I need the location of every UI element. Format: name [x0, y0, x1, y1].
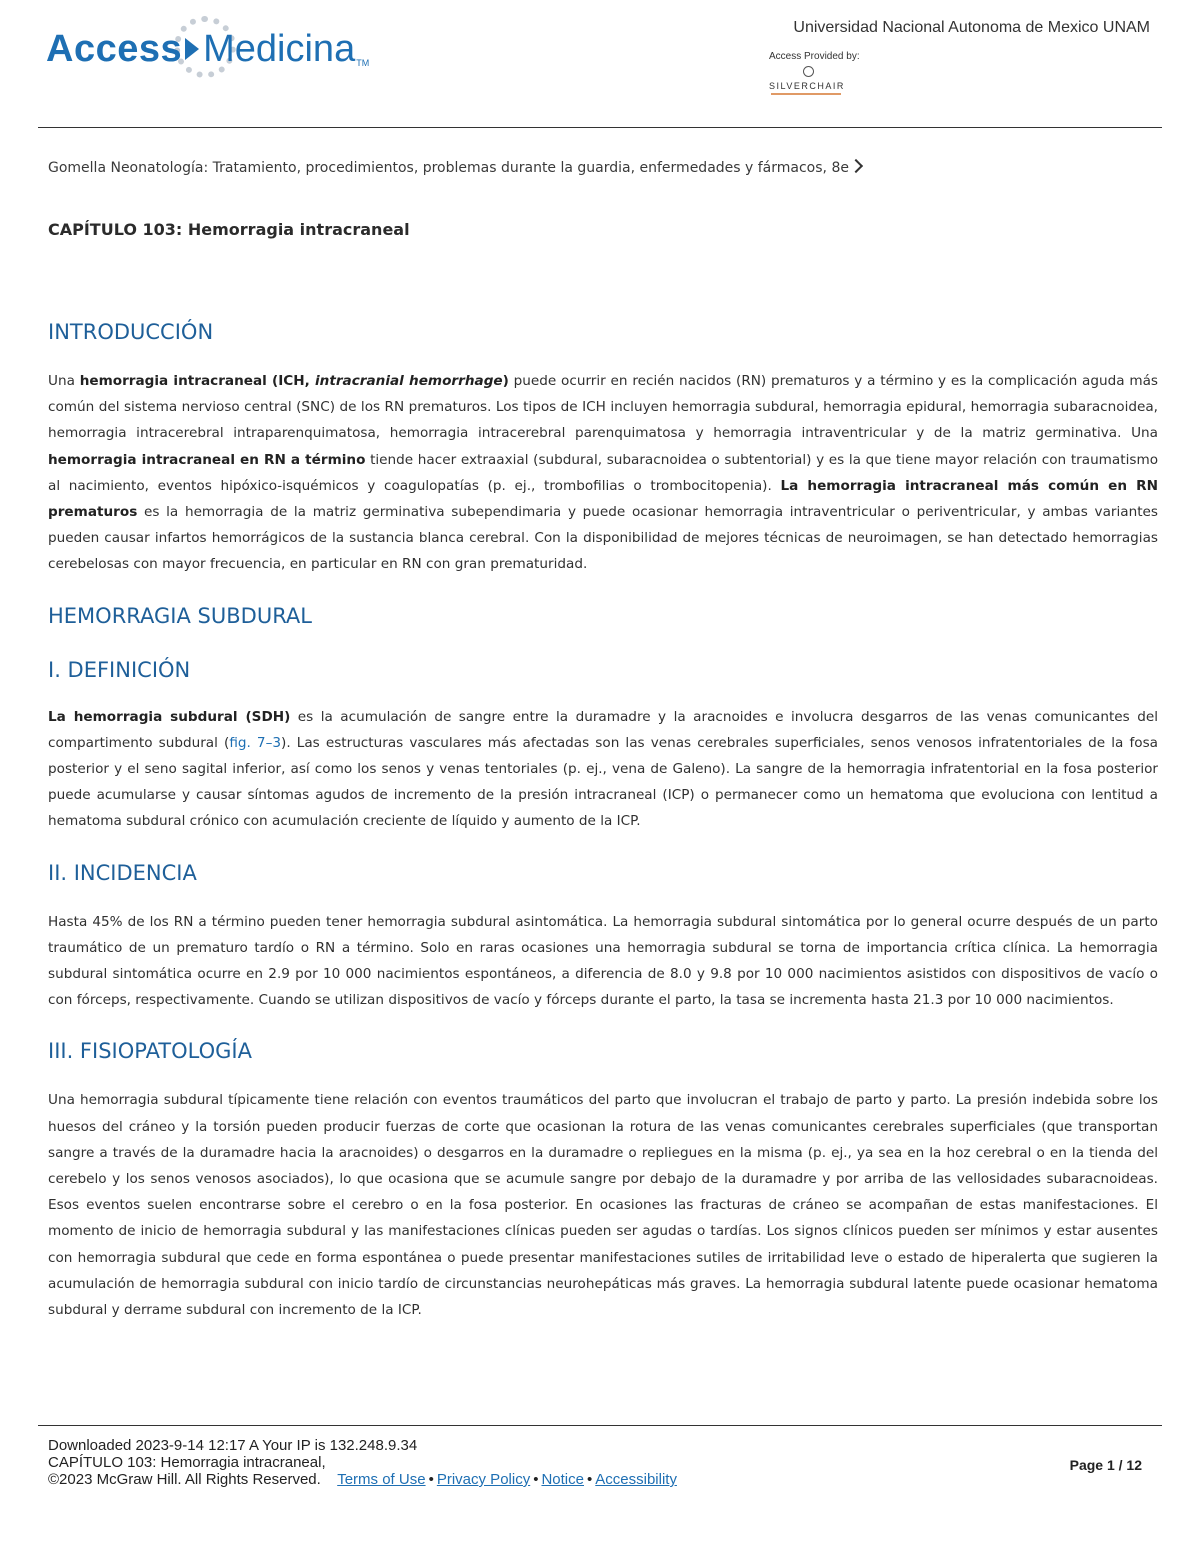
text-run: )	[502, 373, 509, 389]
access-provided-by: Access Provided by:	[769, 51, 860, 62]
page-footer	[48, 1437, 677, 1488]
logo-medicina-text: Medicina	[203, 27, 356, 70]
section-heading: III. FISIOPATOLOGÍA	[48, 1039, 252, 1064]
section-heading: HEMORRAGIA SUBDURAL	[48, 603, 312, 628]
notice-link[interactable]: Notice	[541, 1471, 584, 1488]
page-number: Page 1 / 12	[1069, 1457, 1142, 1473]
accessibility-link[interactable]: Accessibility	[595, 1471, 677, 1488]
section-introduccion	[48, 316, 1158, 578]
separator: •	[533, 1471, 539, 1488]
italic-run: intracranial hemorrhage	[315, 373, 503, 389]
section-heading: I. DEFINICIÓN	[48, 657, 191, 682]
section-fisiopatologia	[48, 1035, 1158, 1323]
logo-arrow-icon	[185, 38, 199, 60]
bold-run	[80, 373, 509, 389]
footer-legal-line	[48, 1471, 677, 1488]
text-run: Una	[48, 373, 80, 389]
section-heading: INTRODUCCIÓN	[48, 320, 214, 344]
silverchair-icon	[803, 66, 814, 77]
header-divider	[38, 127, 1162, 128]
terms-of-use-link[interactable]: Terms of Use	[337, 1471, 426, 1488]
text-run: tiende hacer extraaxial (subdural, subaracnoidea o subtentorial) y es la que tiene mayor relación con traumatismo al nacimiento, eventos hipóxico-isquémicos y coagulopatías (p. ej., trombofilias o trombocitopenia).	[48, 451, 1159, 494]
footer-divider	[38, 1425, 1162, 1426]
logo-access-text: Access	[46, 27, 183, 70]
text-run: ). Las estructuras vasculares más afectadas son las venas cerebrales superficiales, senos venosos infratentoriales de la fosa posterior y el seno sagital inferior, así como los senos y venas tentoriales (p. ej., vena de Galeno). La sangre de la hemorragia infratentorial en la fosa posterior puede acumularse y causar síntomas agudos de incremento de la presión intracraneal (ICP) o permanecer como un hematoma que evoluciona con lentitud a hematoma subdural crónico con acumulación creciente de líquido y aumento de la ICP.	[48, 734, 1158, 830]
page-header	[0, 0, 1200, 128]
provider-name: SILVERCHAIR	[769, 81, 845, 91]
institution-name: Universidad Nacional Autonoma de Mexico UNAM	[793, 19, 1150, 36]
separator: •	[587, 1471, 593, 1488]
breadcrumb[interactable]	[48, 160, 861, 176]
bold-run: La hemorragia intracraneal más común en RN prematuros	[48, 477, 1158, 521]
intro-paragraph	[48, 368, 1158, 578]
fisiopatologia-paragraph: Una hemorragia subdural típicamente tiene relación con eventos traumáticos del parto que involucran el trabajo de parto y parto. La presión indebida sobre los huesos del cráneo y la torsión pueden producir fuerzas de corte que ocasionan la rotura de las venas comunicantes cerebrales superficiales (que transportan sangre a través de la duramadre hacia la aracnoides) o desgarros en la duramadre o repliegues en la misma (p. ej., ya sea en la hoz cerebral o en la tienda del cerebelo y los senos venosos asociados), lo que ocasiona que se acumule sangre por debajo de la duramadre y por arriba de las vellosidades subaracnoideas. Esos eventos suelen encontrarse sobre el cerebro o en la fosa posterior. En ocasiones las fracturas de cráneo se acompañan de estas manifestaciones. El momento de inicio de hemorragia subdural y las manifestaciones clínicas pueden ser agudas o tardías. Los signos clínicos pueden ser mínimos y estar ausentes con hemorragia subdural que cede en forma espontánea o puede presentar manifestaciones sutiles de irritabilidad leve o estado de hiperalerta que sugieren la acumulación de hemorragia subdural con inicio tardío de circunstancias neurohepáticas más graves. La hemorragia subdural latente puede ocasionar hematoma subdural y derrame subdural con incremento de la ICP.	[48, 1092, 1158, 1319]
section-incidencia	[48, 857, 1158, 1014]
text-run: hemorragia intracraneal (ICH,	[79, 373, 316, 389]
breadcrumb-text[interactable]: Gomella Neonatología: Tratamiento, procedimientos, problemas durante la guardia, enfermedades y fármacos, 8e	[48, 160, 849, 176]
separator: •	[428, 1471, 434, 1488]
footer-chapter: CAPÍTULO 103: Hemorragia intracraneal,	[48, 1454, 326, 1471]
figure-link[interactable]: fig. 7–3	[229, 734, 282, 751]
text-run: puede ocurrir en recién nacidos (RN) prematuros y a término y es la complicación aguda más común del sistema nervioso central (SNC) de los RN prematuros. Los tipos de ICH incluyen hemorragia subdural, hemorragia epidural, hemorragia subaracnoidea, hemorragia intracerebral intraparenquimatosa, hemorragia intracerebral parenquimatosa y hemorragia intraventricular y de la matriz germinativa. Una	[48, 373, 1158, 442]
copyright-text: ©2023 McGraw Hill. All Rights Reserved.	[48, 1471, 321, 1488]
section-hemorragia-subdural	[48, 600, 1158, 632]
article-content	[48, 316, 1158, 1323]
definicion-paragraph	[48, 704, 1158, 835]
privacy-policy-link[interactable]: Privacy Policy	[436, 1471, 531, 1488]
section-definicion	[48, 654, 1158, 835]
chevron-right-icon[interactable]	[849, 159, 863, 173]
text-run: es la acumulación de sangre entre la duramadre y la aracnoides e involucra desgarros de las venas comunicantes del compartimento subdural (	[48, 708, 1158, 751]
section-heading: II. INCIDENCIA	[48, 860, 197, 885]
provider-underline	[771, 93, 841, 95]
logo-trademark: TM	[356, 58, 370, 68]
bold-run: hemorragia intracraneal en RN a término	[48, 451, 366, 468]
accessmedicina-logo[interactable]	[46, 24, 369, 74]
chapter-title: CAPÍTULO 103: Hemorragia intracraneal	[48, 220, 410, 239]
text-run: es la hemorragia de la matriz germinativa subependimaria y puede ocasionar hemorragia intraventricular o periventricular, y ambas variantes pueden causar infartos hemorrágicos de la sustancia blanca cerebral. Con la disponibilidad de mejores técnicas de neuroimagen, se han detectado hemorragias cerebelosas con mayor frecuencia, en particular en RN con gran prematuridad.	[48, 504, 1158, 573]
bold-run: La hemorragia subdural (SDH)	[48, 708, 291, 725]
download-info: Downloaded 2023-9-14 12:17 A Your IP is 132.248.9.34	[48, 1437, 418, 1454]
incidencia-paragraph: Hasta 45% de los RN a término pueden tener hemorragia subdural asintomática. La hemorragia subdural sintomática por lo general ocurre después de un parto traumático de un prematuro tardío o RN a término. Solo en raras ocasiones una hemorragia subdural se torna de importancia crítica clínica. La hemorragia subdural sintomática ocurre en 2.9 por 10 000 nacimientos espontáneos, a diferencia de 8.0 y 9.8 por 10 000 nacimientos asistidos con dispositivos de vacío o con fórceps, respectivamente. Cuando se utilizan dispositivos de vacío y fórceps durante el parto, la tasa se incrementa hasta 21.3 por 10 000 nacimientos.	[48, 913, 1158, 1009]
